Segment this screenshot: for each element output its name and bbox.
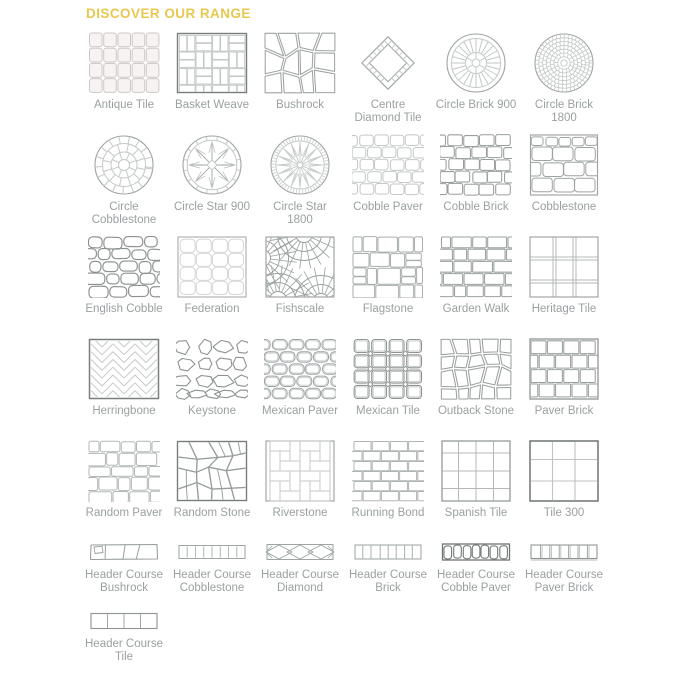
fishscale-icon bbox=[264, 234, 336, 298]
catalog-row bbox=[80, 30, 620, 125]
pattern-label: Keystone bbox=[188, 405, 236, 417]
pattern-label: Random Paver bbox=[85, 507, 163, 519]
header-course-cobble-paver-icon bbox=[440, 540, 512, 564]
pattern-label: Circle Star 900 bbox=[173, 201, 251, 213]
pattern-item bbox=[80, 609, 168, 664]
pattern-item bbox=[256, 30, 344, 125]
pattern-item bbox=[520, 234, 608, 329]
pattern-label: Basket Weave bbox=[175, 99, 249, 111]
pattern-item bbox=[344, 540, 432, 595]
pattern-label: Header Course Cobblestone bbox=[173, 569, 251, 594]
running-bond-icon bbox=[352, 438, 424, 502]
pattern-label: Antique Tile bbox=[93, 99, 155, 111]
header-course-bushrock-icon bbox=[88, 540, 160, 564]
pattern-label: Heritage Tile bbox=[531, 303, 597, 315]
circle-brick-1800-icon bbox=[528, 30, 600, 94]
cobblestone-icon bbox=[528, 132, 600, 196]
pattern-label: Random Stone bbox=[173, 507, 251, 519]
pattern-label: Header Course Tile bbox=[85, 638, 163, 663]
pattern-label: Cobble Paver bbox=[353, 201, 423, 213]
pattern-label: Outback Stone bbox=[437, 405, 515, 417]
catalog-row bbox=[80, 336, 620, 431]
pattern-item bbox=[80, 234, 168, 329]
spanish-tile-icon bbox=[440, 438, 512, 502]
keystone-icon bbox=[176, 336, 248, 400]
circle-star-1800-icon bbox=[264, 132, 336, 196]
pattern-item bbox=[168, 438, 256, 533]
catalog-row bbox=[80, 438, 620, 533]
pattern-item bbox=[344, 438, 432, 533]
pattern-item bbox=[344, 336, 432, 431]
header-course-brick-icon bbox=[352, 540, 424, 564]
centre-diamond-tile-icon bbox=[352, 30, 424, 94]
pattern-label: Tile 300 bbox=[543, 507, 585, 519]
pattern-label: Fishscale bbox=[275, 303, 325, 315]
paver-brick-icon bbox=[528, 336, 600, 400]
pattern-item bbox=[432, 336, 520, 431]
basket-weave-icon bbox=[176, 30, 248, 94]
pattern-label: Header Course Bushrock bbox=[85, 569, 163, 594]
mexican-tile-icon bbox=[352, 336, 424, 400]
catalog-row bbox=[80, 132, 620, 227]
catalog-row bbox=[80, 609, 620, 664]
pattern-label: Header Course Paver Brick bbox=[525, 569, 603, 594]
pattern-item bbox=[256, 132, 344, 227]
page-title: DISCOVER OUR RANGE bbox=[86, 6, 251, 21]
pattern-item bbox=[80, 438, 168, 533]
antique-tile-icon bbox=[88, 30, 160, 94]
pattern-label: Garden Walk bbox=[442, 303, 510, 315]
pattern-label: Federation bbox=[184, 303, 240, 315]
pattern-label: Circle Star 1800 bbox=[273, 201, 327, 226]
pattern-label: Header Course Diamond bbox=[261, 569, 339, 594]
herringbone-icon bbox=[88, 336, 160, 400]
pattern-label: Circle Brick 1800 bbox=[534, 99, 594, 124]
pattern-label: Spanish Tile bbox=[444, 507, 508, 519]
pattern-item bbox=[432, 540, 520, 595]
pattern-item bbox=[168, 132, 256, 227]
pattern-label: Circle Cobblestone bbox=[91, 201, 157, 226]
pattern-label: Mexican Paver bbox=[261, 405, 339, 417]
outback-stone-icon bbox=[440, 336, 512, 400]
header-course-paver-brick-icon bbox=[528, 540, 600, 564]
pattern-label: English Cobble bbox=[85, 303, 163, 315]
pattern-item bbox=[80, 132, 168, 227]
pattern-item bbox=[80, 336, 168, 431]
pattern-item bbox=[168, 336, 256, 431]
pattern-item bbox=[256, 336, 344, 431]
pattern-item bbox=[520, 540, 608, 595]
pattern-item bbox=[520, 438, 608, 533]
flagstone-icon bbox=[352, 234, 424, 298]
mexican-paver-icon bbox=[264, 336, 336, 400]
pattern-item bbox=[520, 30, 608, 125]
pattern-item bbox=[80, 30, 168, 125]
federation-icon bbox=[176, 234, 248, 298]
catalog-row bbox=[80, 234, 620, 329]
pattern-label: Header Course Cobble Paver bbox=[437, 569, 515, 594]
pattern-label: Mexican Tile bbox=[356, 405, 420, 417]
pattern-item bbox=[520, 132, 608, 227]
pattern-item bbox=[432, 234, 520, 329]
pattern-item bbox=[432, 438, 520, 533]
cobble-paver-icon bbox=[352, 132, 424, 196]
english-cobble-icon bbox=[88, 234, 160, 298]
pattern-item bbox=[520, 336, 608, 431]
pattern-label: Bushrock bbox=[276, 99, 324, 111]
pattern-item bbox=[432, 132, 520, 227]
pattern-item bbox=[344, 30, 432, 125]
pattern-grid bbox=[80, 30, 620, 678]
pattern-item bbox=[432, 30, 520, 125]
pattern-item bbox=[256, 234, 344, 329]
pattern-item bbox=[344, 132, 432, 227]
catalog-row bbox=[80, 540, 620, 595]
heritage-tile-icon bbox=[528, 234, 600, 298]
pattern-label: Riverstone bbox=[272, 507, 328, 519]
garden-walk-icon bbox=[440, 234, 512, 298]
pattern-label: Herringbone bbox=[92, 405, 156, 417]
pattern-item bbox=[80, 540, 168, 595]
circle-cobblestone-icon bbox=[88, 132, 160, 196]
cobble-brick-icon bbox=[440, 132, 512, 196]
header-course-cobblestone-icon bbox=[176, 540, 248, 564]
riverstone-icon bbox=[264, 438, 336, 502]
pattern-label: Flagstone bbox=[362, 303, 414, 315]
bushrock-icon bbox=[264, 30, 336, 94]
pattern-label: Circle Brick 900 bbox=[435, 99, 517, 111]
pattern-item bbox=[256, 540, 344, 595]
pattern-label: Paver Brick bbox=[534, 405, 594, 417]
pattern-item bbox=[168, 30, 256, 125]
pattern-item bbox=[168, 234, 256, 329]
tile-300-icon bbox=[528, 438, 600, 502]
header-course-tile-icon bbox=[88, 609, 160, 633]
pattern-item bbox=[256, 438, 344, 533]
circle-star-900-icon bbox=[176, 132, 248, 196]
pattern-label: Running Bond bbox=[351, 507, 425, 519]
pattern-item bbox=[344, 234, 432, 329]
pattern-item bbox=[168, 540, 256, 595]
pattern-label: Cobblestone bbox=[531, 201, 597, 213]
random-paver-icon bbox=[88, 438, 160, 502]
pattern-label: Centre Diamond Tile bbox=[354, 99, 422, 124]
pattern-label: Header Course Brick bbox=[349, 569, 427, 594]
pattern-label: Cobble Brick bbox=[443, 201, 509, 213]
random-stone-icon bbox=[176, 438, 248, 502]
header-course-diamond-icon bbox=[264, 540, 336, 564]
circle-brick-900-icon bbox=[440, 30, 512, 94]
